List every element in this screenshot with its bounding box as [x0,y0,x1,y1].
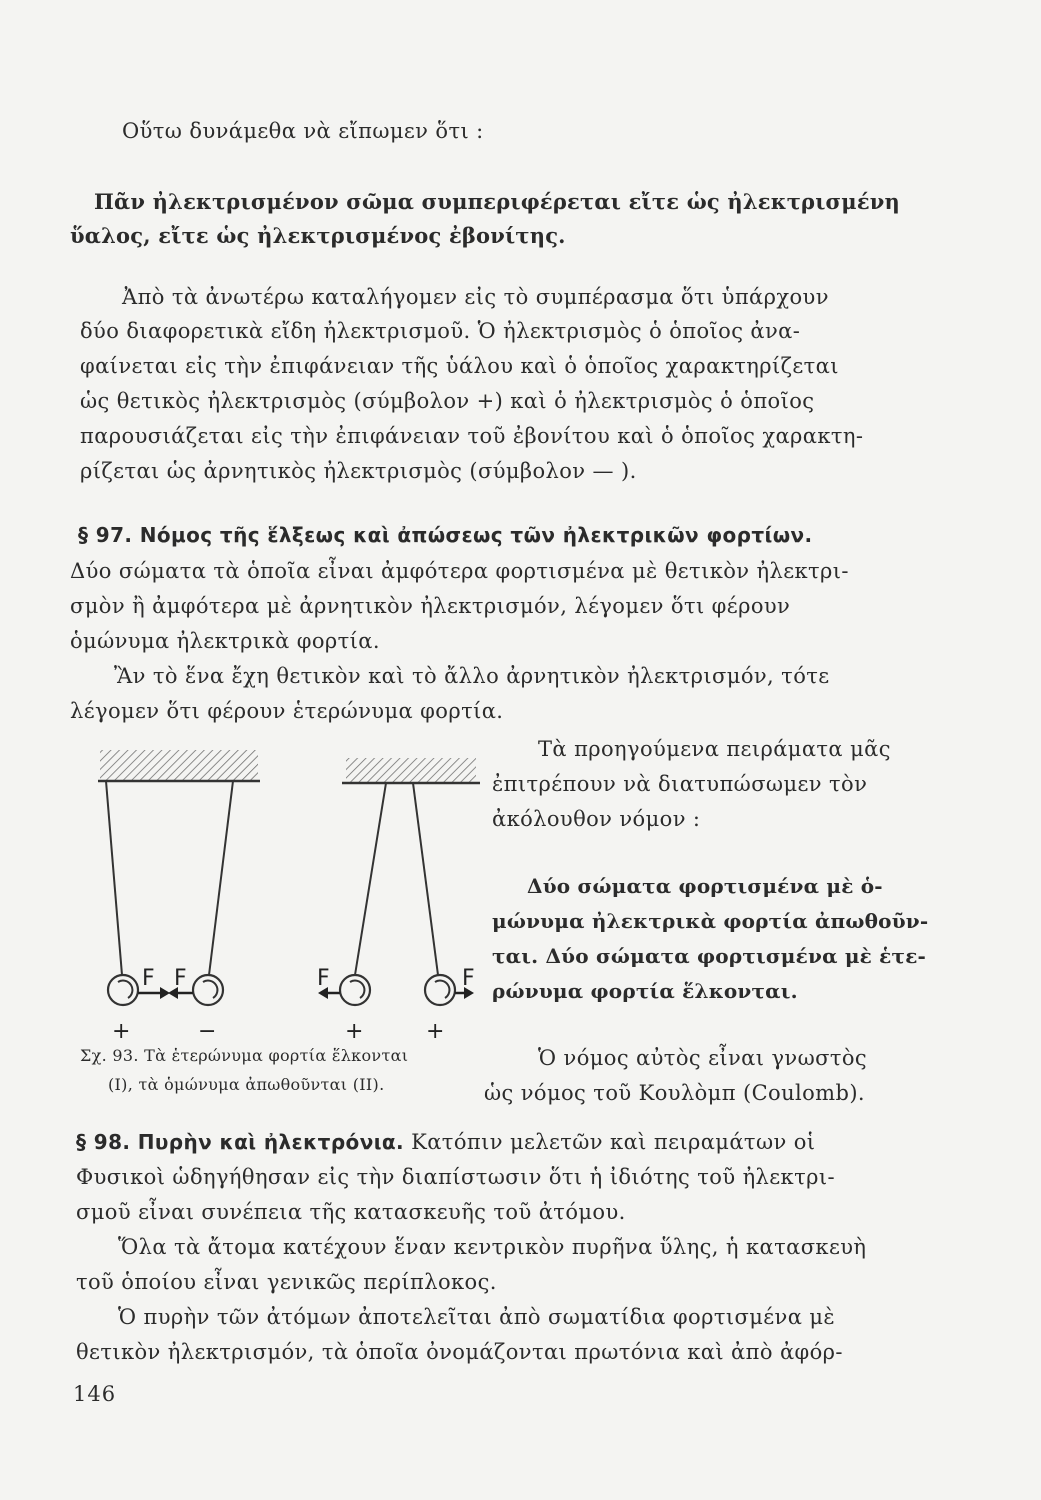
pendulum-figure [68,750,488,1040]
charge-sign: − [198,1019,217,1040]
paragraph-line: Ὁ πυρὴν τῶν ἀτόμων ἀποτελεῖται ἀπὸ σωματίδια φορτισμένα μὲ [118,1305,836,1329]
coulomb-law-line-2: μώνυμα ἠλεκτρικὰ φορτία ἀπωθοῦν- [492,909,929,933]
paragraph-line: λέγομεν ὅτι φέρουν ἑτερώνυμα φορτία. [70,699,504,723]
charge-sign: + [112,1019,131,1040]
paragraph-line: τοῦ ὁποίου εἶναι γενικῶς περίπλοκος. [76,1270,497,1294]
paragraph-line: παρουσιάζεται εἰς τὴν ἐπιφάνειαν τοῦ ἐβονίτου καὶ ὁ ὁποῖος χαρακτη- [80,424,864,448]
section-98-line [76,1128,815,1156]
right-column-line: ἐπιτρέπουν νὰ διατυπώσωμεν τὸν [492,772,868,796]
intro-line: Οὕτω δυνάμεθα νὰ εἴπωμεν ὅτι : [122,119,484,143]
paragraph-line: σμὸν ἢ ἀμφότερα μὲ ἀρνητικὸν ἠλεκτρισμόν, λέγομεν ὅτι φέρουν [70,594,791,618]
section-98-text: Κατόπιν μελετῶν καὶ πειραμάτων οἱ [411,1130,816,1154]
pith-ball-icon [108,975,138,1005]
coulomb-law-line-3: ται. Δύο σώματα φορτισμένα μὲ ἑτε- [492,944,927,968]
pendulum-string [209,781,233,975]
pith-ball-icon [425,975,455,1005]
pendulum-string [355,783,386,975]
right-column-line: Ὁ νόμος αὐτὸς εἶναι γνωστὸς [538,1046,868,1070]
force-label: F [174,966,187,991]
paragraph-line: Ἂν τὸ ἕνα ἔχη θετικὸν καὶ τὸ ἄλλο ἀρνητικὸν ἠλεκτρισμόν, τότε [114,664,830,688]
force-label: F [317,966,330,991]
pith-ball-icon [193,975,223,1005]
paragraph-line: θετικὸν ἠλεκτρισμόν, τὰ ὁποῖα ὀνομάζονται πρωτόνια καὶ ἀπὸ ἀφόρ- [76,1340,843,1364]
paragraph-line: δύο διαφορετικὰ εἴδη ἠλεκτρισμοῦ. Ὁ ἠλεκτρισμὸς ὁ ὁποῖος ἀνα- [80,319,801,343]
pendulum-string [413,783,438,975]
coulomb-law-line-1: Δύο σώματα φορτισμένα μὲ ὁ- [527,874,883,898]
charge-sign: + [345,1019,364,1040]
bold-statement-line-2: ὕαλος, εἴτε ὡς ἠλεκτρισμένος ἐβονίτης. [70,223,566,248]
charge-sign: + [426,1019,445,1040]
paragraph-line: Ὅλα τὰ ἄτομα κατέχουν ἕναν κεντρικὸν πυρῆνα ὕλης, ἡ κατασκευὴ [118,1235,867,1259]
figure-caption-line-2: (Ι), τὰ ὁμώνυμα ἀπωθοῦνται (ΙΙ). [108,1075,385,1094]
pith-ball-icon [340,975,370,1005]
paragraph-line: σμοῦ εἶναι συνέπεια τῆς κατασκευῆς τοῦ ἀτόμου. [76,1200,626,1224]
force-label: F [462,966,475,991]
right-column-line: ὡς νόμος τοῦ Κουλὸμπ (Coulomb). [484,1081,865,1105]
right-column-line: ἀκόλουθον νόμον : [492,807,701,831]
support-right [342,758,480,783]
pendulum-string [106,781,122,975]
coulomb-law-line-4: ρώνυμα φορτία ἕλκονται. [492,979,798,1003]
support-left [98,750,260,781]
section-97-heading: § 97. Νόμος τῆς ἕλξεως καὶ ἀπώσεως τῶν ἠλεκτρικῶν φορτίων. [78,523,813,547]
force-label: F [142,966,155,991]
figure-caption-line-1: Σχ. 93. Τὰ ἑτερώνυμα φορτία ἕλκονται [80,1046,409,1065]
bold-statement-line-1: Πᾶν ἠλεκτρισμένον σῶμα συμπεριφέρεται εἴτε ὡς ἠλεκτρισμένη [94,189,901,214]
paragraph-line: ὁμώνυμα ἠλεκτρικὰ φορτία. [70,629,380,653]
right-column-line: Τὰ προηγούμενα πειράματα μᾶς [538,737,891,761]
paragraph-line: Ἀπὸ τὰ ἀνωτέρω καταλήγομεν εἰς τὸ συμπέρασμα ὅτι ὑπάρχουν [122,285,829,309]
paragraph-line: Δύο σώματα τὰ ὁποῖα εἶναι ἀμφότερα φορτισμένα μὲ θετικὸν ἠλεκτρι- [70,559,849,583]
paragraph-line: ὡς θετικὸς ἠλεκτρισμὸς (σύμβολον +) καὶ ὁ ἠλεκτρισμὸς ὁ ὁποῖος [80,389,815,413]
paragraph-line: Φυσικοὶ ὡδηγήθησαν εἰς τὴν διαπίστωσιν ὅτι ἡ ἰδιότης τοῦ ἠλεκτρι- [76,1165,835,1189]
section-98-heading: § 98. Πυρὴν καὶ ἠλεκτρόνια. [76,1130,405,1154]
paragraph-line: ρίζεται ὡς ἀρνητικὸς ἠλεκτρισμὸς (σύμβολον — ). [80,459,637,483]
paragraph-line: φαίνεται εἰς τὴν ἐπιφάνειαν τῆς ὑάλου καὶ ὁ ὁποῖος χαρακτηρίζεται [80,354,839,378]
page-number: 146 [73,1382,117,1406]
